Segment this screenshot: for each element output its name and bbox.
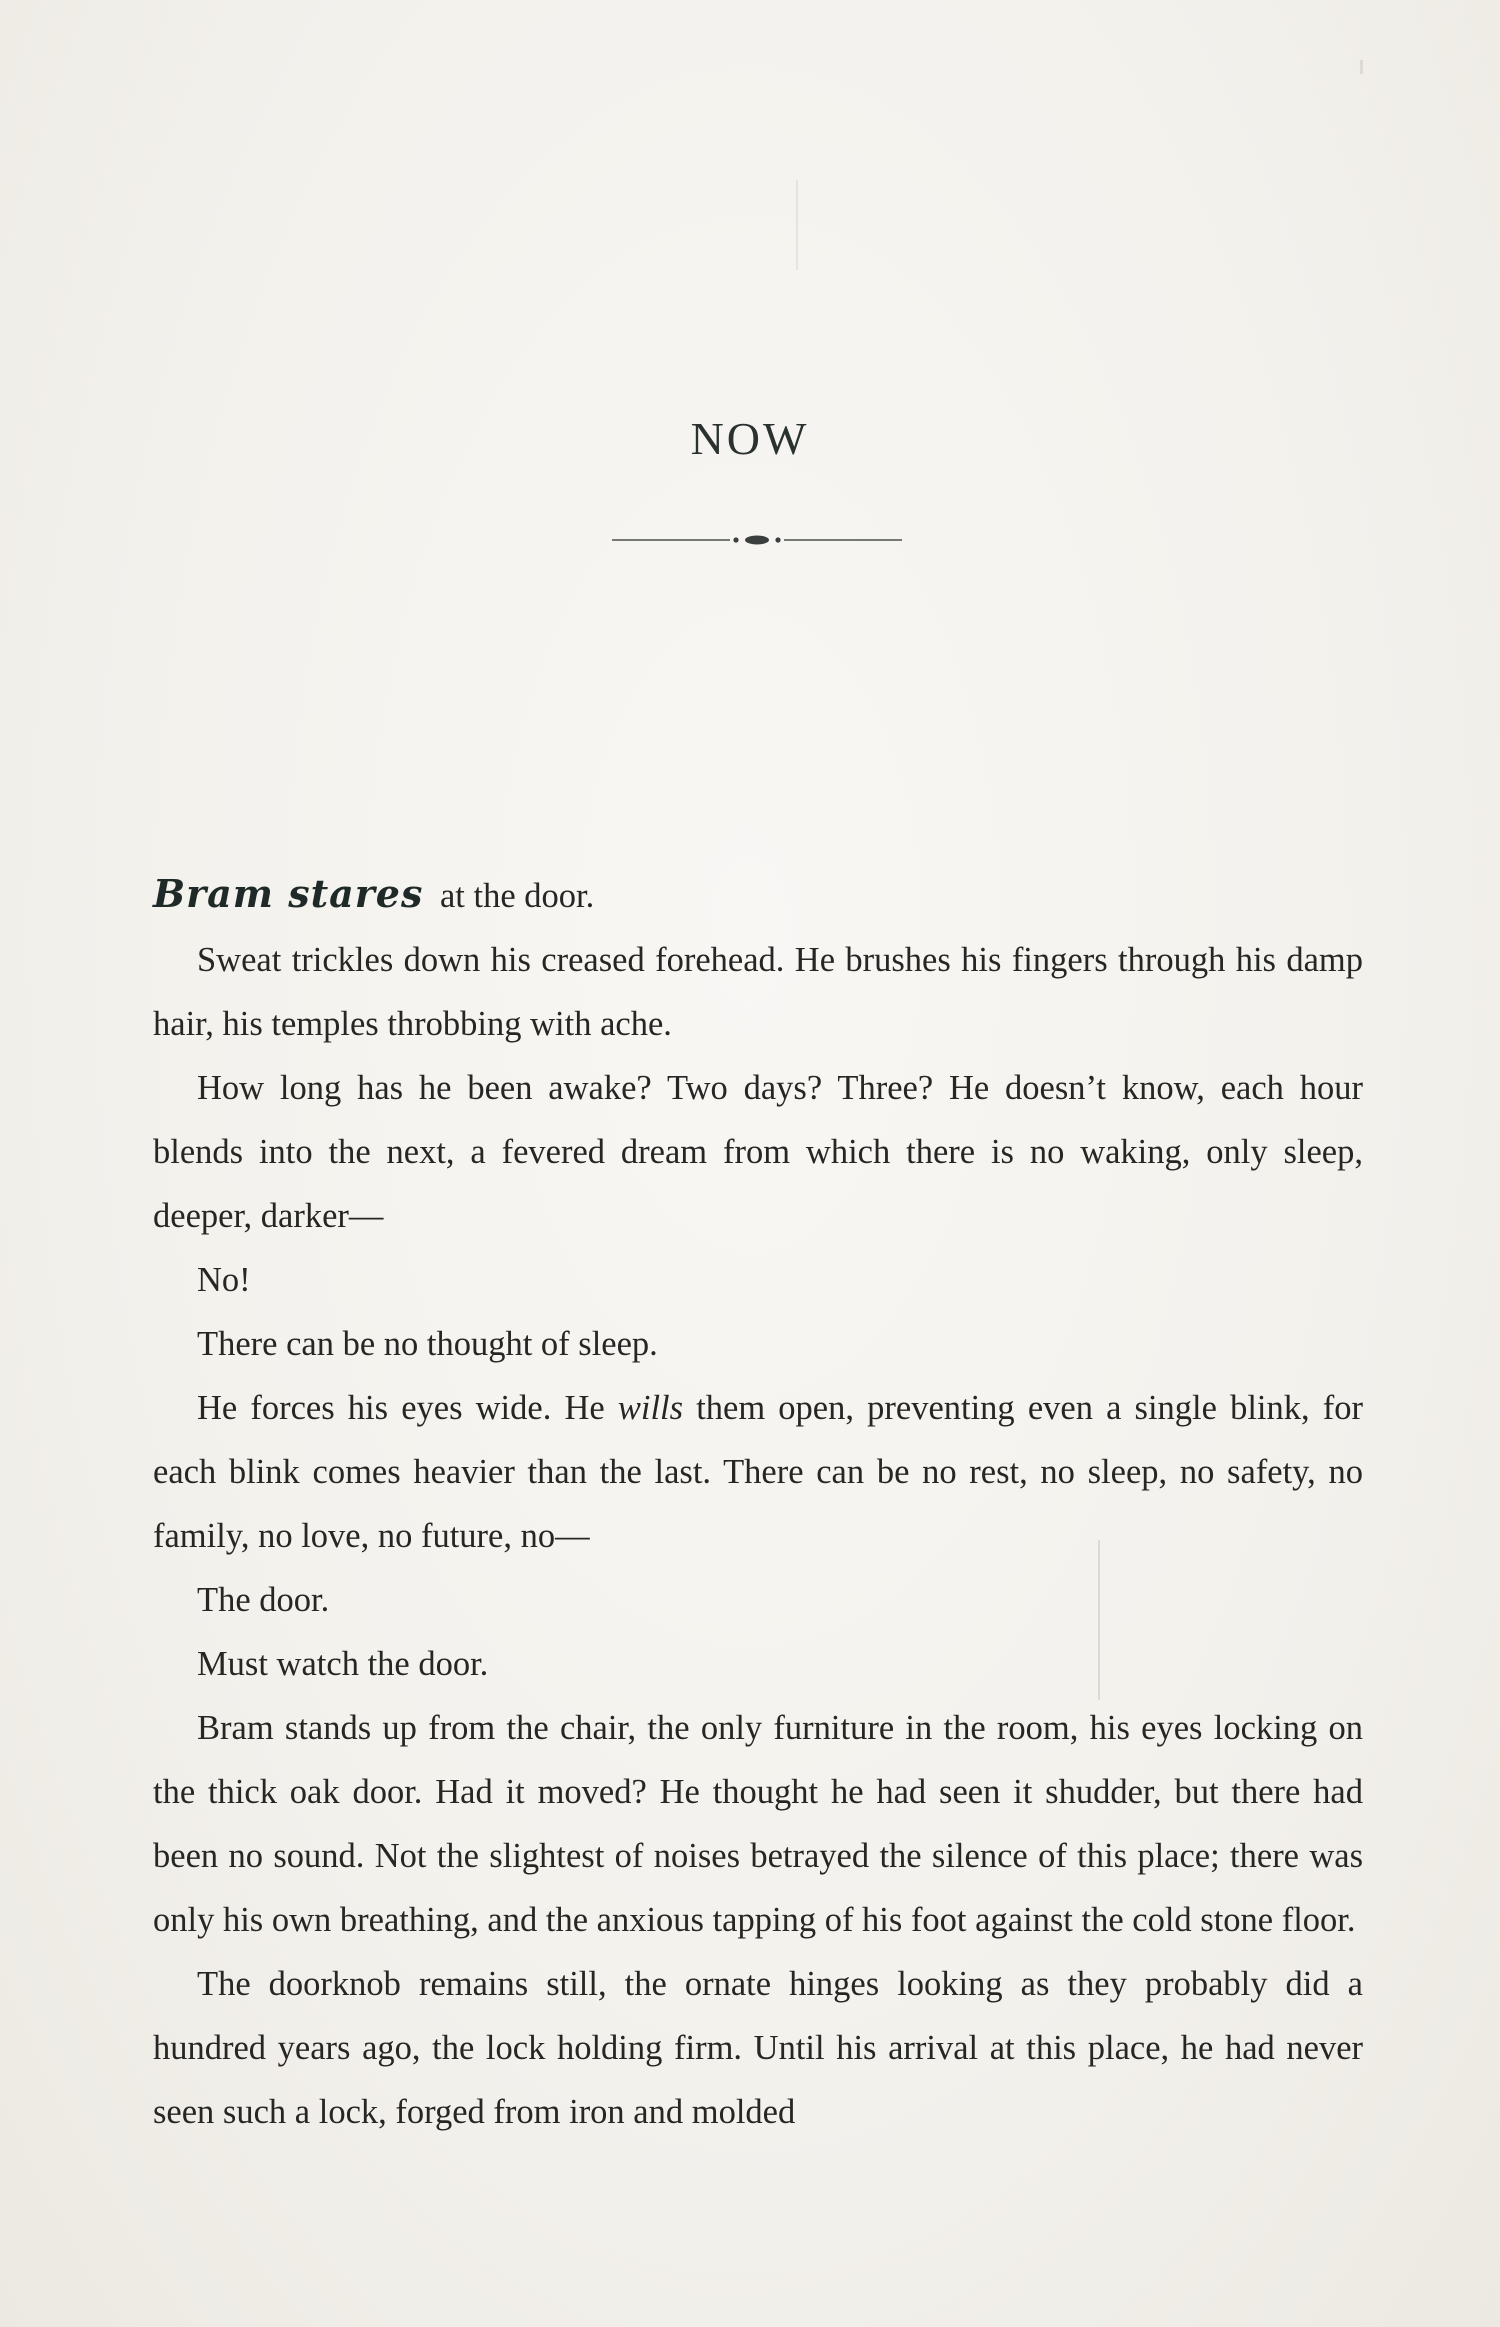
paragraph: No!: [197, 1261, 251, 1299]
paragraph-segment: them open, preventing even a single blink, for each blink comes heavier than the last. There can be no rest, no sleep, no safety, no family, no love, no future, no—: [153, 1389, 1363, 1555]
paragraph: Must watch the door.: [197, 1645, 489, 1683]
opening-rest: at the door.: [439, 877, 595, 915]
paragraph: [153, 1376, 1363, 1568]
paragraph: How long has he been awake? Two days? Three? He doesn’t know, each hour blends into the next, a fevered dream from which there is no waking, only sleep, deeper, darker—: [153, 1069, 1363, 1235]
emphasis-word: wills: [617, 1389, 684, 1427]
paragraph-segment: He forces his eyes wide. He: [197, 1389, 618, 1427]
paragraph: Sweat trickles down his creased forehead. He brushes his fingers through his damp hair, his temples throbbing with ache.: [153, 941, 1363, 1043]
opening-paragraph: [153, 862, 1363, 928]
opening-lead-words: Bram stares: [153, 871, 424, 916]
scan-speck: [796, 180, 798, 270]
chapter-ornament-divider: [612, 532, 902, 548]
chapter-body: [153, 862, 1363, 2144]
paragraph: The doorknob remains still, the ornate hinges looking as they probably did a hundred years ago, the lock holding firm. Until his arrival at this place, he had never seen such a lock, forged from iron and molded: [153, 1965, 1363, 2131]
paragraph: There can be no thought of sleep.: [197, 1325, 658, 1363]
scan-crease: [1098, 1540, 1100, 1700]
paragraph: Bram stands up from the chair, the only furniture in the room, his eyes locking on the thick oak door. Had it moved? He thought he had seen it shudder, but there had been no sound. Not the slightest of noises betrayed the silence of this place; there was only his own breathing, and the anxious tapping of his foot against the cold stone floor.: [153, 1709, 1363, 1939]
scan-speck: [1360, 60, 1363, 74]
paragraph: The door.: [197, 1581, 330, 1619]
chapter-title: NOW: [690, 413, 810, 464]
